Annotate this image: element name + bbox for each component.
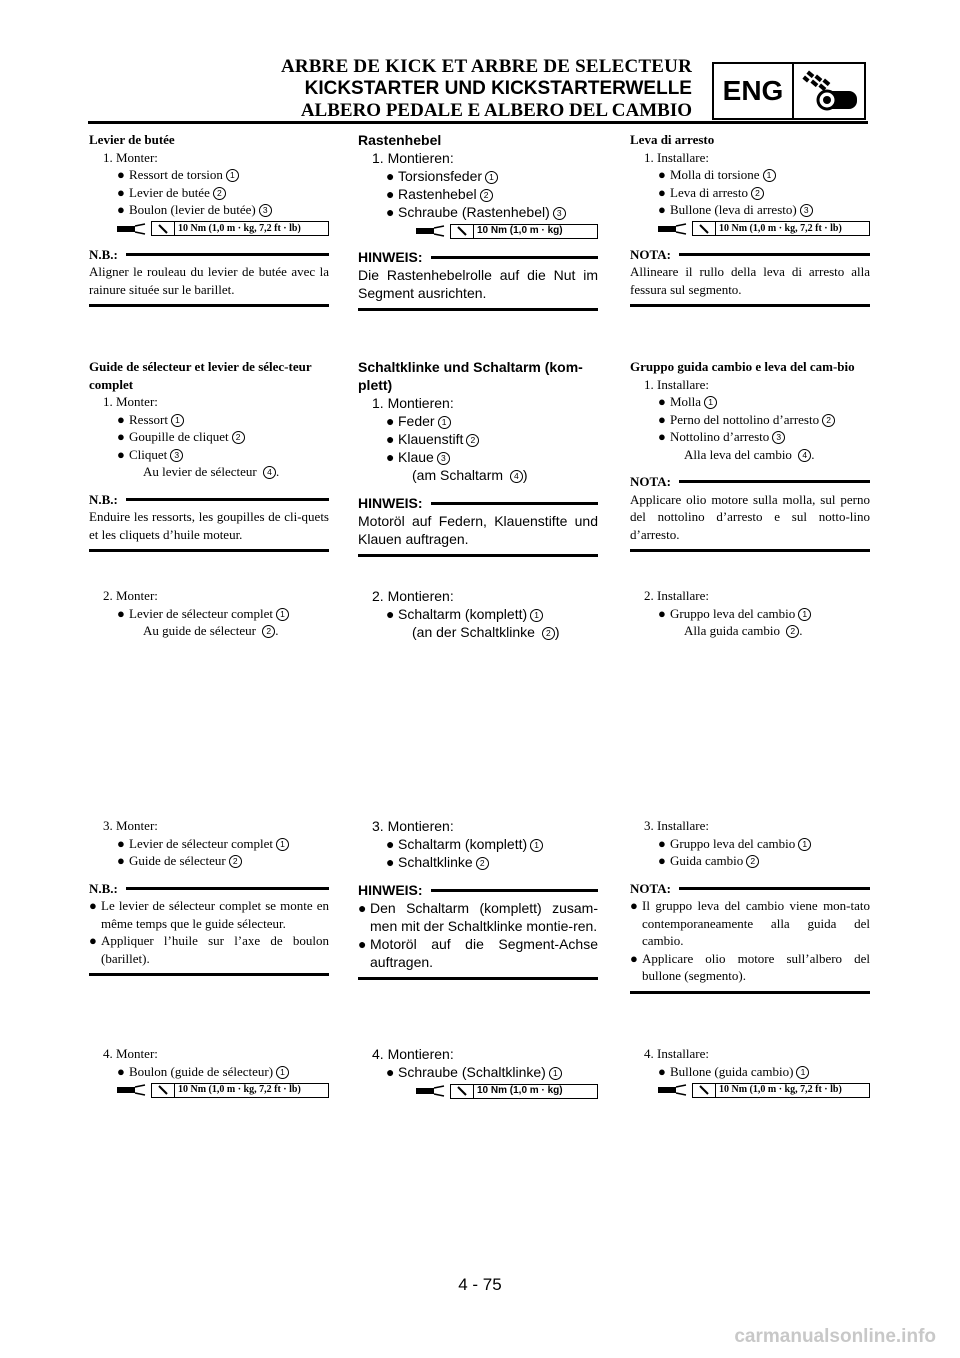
torque-spec: [630, 1083, 870, 1097]
list-item: ● Gruppo leva del cambio 1: [630, 605, 870, 623]
step-label: 1. Installare:: [644, 149, 709, 165]
torque-wrench-icon: [644, 223, 688, 235]
torque-spec: [89, 222, 329, 236]
note-header: NOTA:: [630, 880, 870, 898]
step-label: 1. Monter:: [103, 149, 158, 165]
note-divider: [630, 304, 870, 307]
sub-text: Alla guida cambio 2 .: [684, 623, 803, 638]
torque-wrench-icon: [644, 1084, 688, 1096]
list-item: ● Molla di torsione 1: [630, 166, 870, 184]
list-item: ● Perno del nottolino d’arresto 2: [630, 411, 870, 429]
list-item: ● Goupille de cliquet 2: [89, 428, 329, 446]
list-item: ● Gruppo leva del cambio 1: [630, 835, 870, 853]
step-label: 4. Montieren:: [372, 1046, 454, 1062]
step-label: 3. Installare:: [644, 818, 709, 833]
sub-text: (an der Schaltklinke 2 ): [412, 624, 560, 640]
step-label: 2. Montieren:: [372, 588, 454, 604]
sub-text: Au guide de sélecteur 2 .: [143, 623, 279, 638]
torque-spec: [358, 224, 598, 238]
torque-value: 10 Nm (1,0 m · kg, 7,2 ft · lb): [178, 1084, 301, 1096]
fr-section-shift-guide: [89, 358, 329, 552]
step-label: 2. Monter:: [103, 588, 158, 603]
note-divider: [89, 973, 329, 976]
note-header: HINWEIS:: [358, 248, 598, 266]
fr-section-step4: [89, 1045, 329, 1097]
section-title: Leva di arresto: [630, 132, 715, 147]
list-item: ● Schaltarm (komplett) 1: [358, 605, 598, 623]
list-item: ● Guida cambio 2: [630, 852, 870, 870]
note-divider: [358, 977, 598, 980]
list-item: ● Klauenstift 2: [358, 430, 598, 448]
list-item: ● Guide de sélecteur 2: [89, 852, 329, 870]
eng-label: ENG: [714, 64, 794, 118]
engine-bolt-icon: [794, 64, 864, 118]
list-item: ● Schraube (Rastenhebel) 3: [358, 203, 598, 221]
sub-text: Au levier de sélecteur 4 .: [143, 464, 280, 479]
fr-section-step2: [89, 587, 329, 640]
torque-wrench-icon: [402, 225, 446, 237]
list-item: ● Schaltarm (komplett) 1: [358, 835, 598, 853]
de-section-step2: [358, 587, 598, 641]
note-bullet: ● Il gruppo leva del cambio viene mon-tato contemporaneamente alla guida del cambio.: [630, 898, 870, 948]
list-item: ● Nottolino d’arresto 3: [630, 428, 870, 446]
torque-value: 10 Nm (1,0 m · kg, 7,2 ft · lb): [178, 222, 301, 234]
list-item: ● Torsionsfeder 1: [358, 167, 598, 185]
it-section-shift-guide: [630, 358, 870, 552]
section-badge: [712, 62, 866, 120]
de-section-step4: [358, 1045, 598, 1098]
note-bullet: ● Appliquer l’huile sur l’axe de boulon (barillet).: [89, 933, 329, 966]
watermark: carmanualsonline.info: [734, 1326, 936, 1347]
de-section-step3: [358, 817, 598, 980]
torque-value: 10 Nm (1,0 m · kg, 7,2 ft · lb): [719, 222, 842, 234]
list-item: ● Feder 1: [358, 412, 598, 430]
it-section-step4: [630, 1045, 870, 1097]
section-title: Guide de sélecteur et levier de sélec-teur complet: [89, 359, 312, 392]
list-item: ● Ressort 1: [89, 411, 329, 429]
note-header: N.B.:: [89, 880, 329, 898]
de-section-shift-guide: [358, 358, 598, 557]
note-text: Die Rastenhebelrolle auf die Nut im Segment ausrichten.: [358, 267, 598, 301]
note-divider: [358, 554, 598, 557]
section-title: Schaltklinke und Schaltarm (kom-plett): [358, 359, 583, 393]
note-divider: [630, 991, 870, 994]
note-bullet: ● Motoröl auf die Segment-Achse auftragen.: [358, 936, 598, 970]
step-label: 3. Monter:: [103, 818, 158, 833]
torque-icon: [693, 222, 716, 235]
torque-wrench-icon: [103, 1084, 147, 1096]
note-header: N.B.:: [89, 246, 329, 264]
torque-icon: [451, 225, 474, 238]
note-header: NOTA:: [630, 473, 870, 491]
torque-wrench-icon: [103, 223, 147, 235]
note-divider: [358, 308, 598, 311]
note-header: N.B.:: [89, 491, 329, 509]
list-item: ● Ressort de torsion 1: [89, 166, 329, 184]
header-title-de: KICKSTARTER UND KICKSTARTERWELLE: [304, 78, 692, 99]
list-item: ● Cliquet 3: [89, 446, 329, 464]
page-header-titles: [281, 56, 692, 122]
torque-icon: [451, 1085, 474, 1098]
note-bullet: ● Den Schaltarm (komplett) zusam-men mit der Schaltklinke montie-ren.: [358, 900, 598, 934]
sub-text: Alla leva del cambio 4 .: [684, 446, 815, 462]
torque-value: 10 Nm (1,0 m · kg): [477, 1085, 563, 1096]
list-item: ● Boulon (levier de butée) 3: [89, 201, 329, 219]
list-item: ● Schaltklinke 2: [358, 853, 598, 871]
step-label: 4. Monter:: [103, 1046, 158, 1061]
header-title-it: ALBERO PEDALE E ALBERO DEL CAMBIO: [300, 100, 692, 121]
page-number: 4 - 75: [458, 1275, 502, 1294]
note-bullet: ● Le levier de sélecteur complet se monte en même temps que le guide sélecteur.: [89, 898, 329, 931]
note-bullet: ● Applicare olio motore sull’albero del bullone (segmento).: [630, 950, 870, 983]
list-item: ● Leva di arresto 2: [630, 184, 870, 202]
list-item: ● Boulon (guide de sélecteur) 1: [89, 1063, 329, 1081]
step-label: 1. Installare:: [644, 376, 709, 392]
note-divider: [89, 549, 329, 552]
step-label: 1. Montieren:: [372, 395, 454, 411]
de-section-stopper-lever: [358, 131, 598, 311]
list-item: ● Levier de sélecteur complet 1: [89, 605, 329, 623]
note-text: Enduire les ressorts, les goupilles de cli-quets et les cliquets d’huile moteur.: [89, 509, 329, 542]
list-item: ● Schraube (Schaltklinke) 1: [358, 1063, 598, 1081]
it-section-step2: [630, 587, 870, 640]
it-section-step3: [630, 817, 870, 994]
torque-spec: [89, 1083, 329, 1097]
list-item: ● Rastenhebel 2: [358, 185, 598, 203]
list-item: ● Bullone (leva di arresto) 3: [630, 201, 870, 219]
note-text: Applicare olio motore sulla molla, sul perno del nottolino d’arresto e sul notto-lino d’arresto.: [630, 491, 870, 542]
it-section-stopper-lever: [630, 131, 870, 307]
note-header: HINWEIS:: [358, 881, 598, 899]
step-label: 4. Installare:: [644, 1046, 709, 1061]
section-title: Gruppo guida cambio e leva del cam-bio: [630, 359, 855, 374]
list-item: ● Bullone (guida cambio) 1: [630, 1063, 870, 1081]
torque-icon: [693, 1084, 716, 1097]
header-divider: [88, 121, 868, 124]
step-label: 2. Installare:: [644, 588, 709, 603]
sub-text: (am Schaltarm 4 ): [412, 467, 528, 483]
list-item: ● Levier de butée 2: [89, 184, 329, 202]
torque-value: 10 Nm (1,0 m · kg): [477, 225, 563, 236]
list-item: ● Levier de sélecteur complet 1: [89, 835, 329, 853]
step-label: 1. Montieren:: [372, 150, 454, 166]
note-text: Aligner le rouleau du levier de butée avec la rainure située sur le barillet.: [89, 264, 329, 297]
section-title: Rastenhebel: [358, 132, 442, 148]
torque-spec: [358, 1084, 598, 1098]
note-header: HINWEIS:: [358, 494, 598, 512]
list-item: ● Molla 1: [630, 393, 870, 411]
fr-section-step3: [89, 817, 329, 976]
torque-wrench-icon: [402, 1085, 446, 1097]
note-text: Motoröl auf Federn, Klauenstifte und Klauen auftragen.: [358, 513, 598, 547]
note-divider: [630, 549, 870, 552]
section-title: Levier de butée: [89, 132, 175, 147]
note-text: Allineare il rullo della leva di arresto alla fessura sul segmento.: [630, 264, 870, 297]
fr-section-stopper-lever: [89, 131, 329, 307]
step-label: 1. Monter:: [103, 394, 158, 409]
torque-icon: [152, 1084, 175, 1097]
header-title-fr: ARBRE DE KICK ET ARBRE DE SELECTEUR: [280, 56, 692, 77]
list-item: ● Klaue 3: [358, 448, 598, 466]
torque-value: 10 Nm (1,0 m · kg, 7,2 ft · lb): [719, 1084, 842, 1096]
step-label: 3. Montieren:: [372, 818, 454, 834]
torque-icon: [152, 222, 175, 235]
note-divider: [89, 304, 329, 307]
torque-spec: [630, 222, 870, 236]
note-header: NOTA:: [630, 246, 870, 264]
